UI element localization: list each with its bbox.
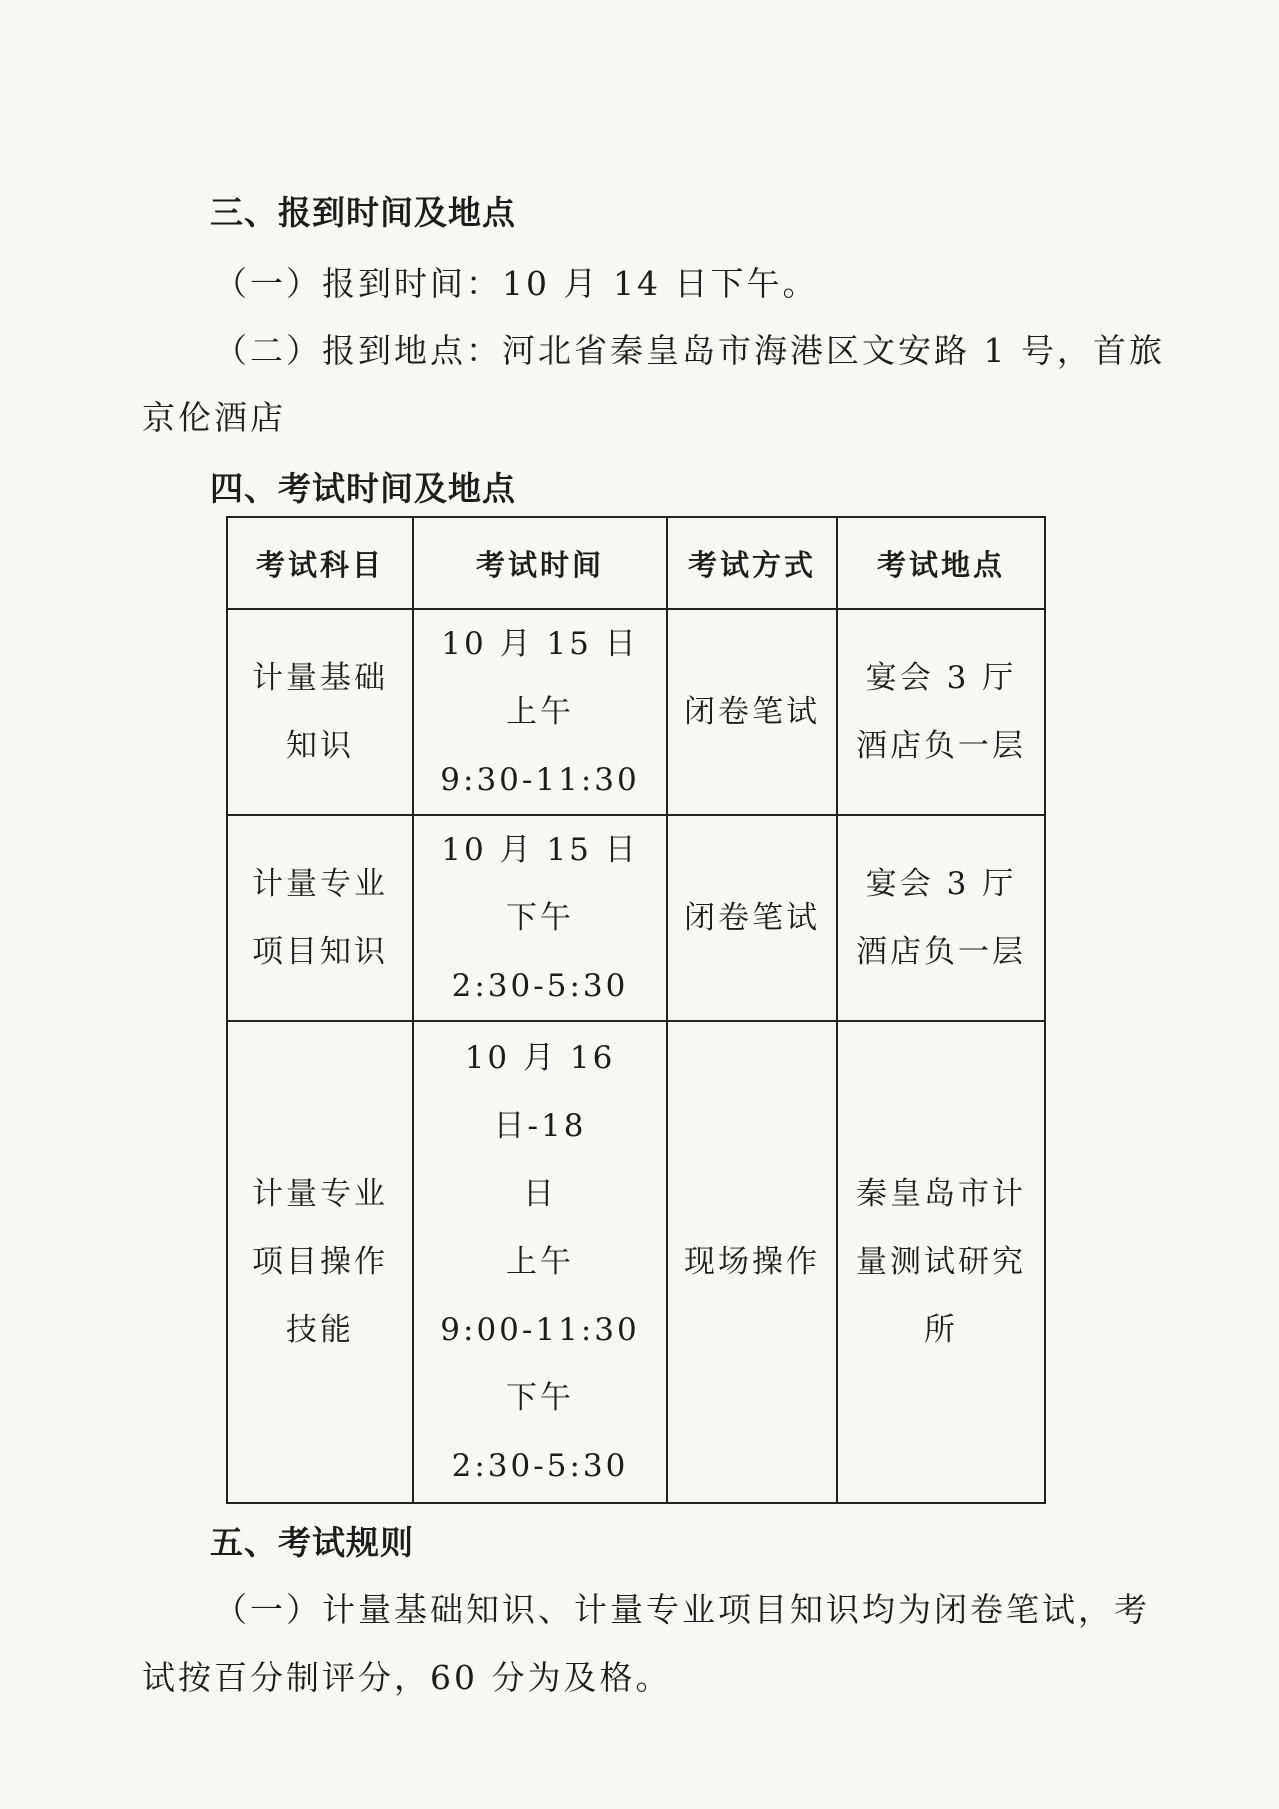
cell-text: 项目知识 xyxy=(252,934,388,970)
table-row xyxy=(227,1021,1045,1503)
cell-text: 9:30-11:30 xyxy=(440,762,640,798)
table-header-row xyxy=(227,517,1045,609)
cell-text: 宴会 3 厅 xyxy=(865,660,1017,696)
cell-text: 所 xyxy=(924,1312,958,1348)
table-row xyxy=(227,609,1045,815)
cell-text: 下午 xyxy=(506,900,574,936)
cell-text: 酒店负一层 xyxy=(856,728,1026,764)
section-3-heading: 三、报到时间及地点 xyxy=(210,193,516,232)
section-5-heading: 五、考试规则 xyxy=(210,1523,414,1562)
cell-text: 10 月 15 日 xyxy=(441,626,639,662)
cell-text: 宴会 3 厅 xyxy=(865,866,1017,902)
place-cell xyxy=(837,815,1045,1021)
cell-text: 10 月 16 日-18 xyxy=(464,1040,616,1144)
method-cell xyxy=(667,609,837,815)
cell-text: 9:00-11:30 xyxy=(440,1312,640,1348)
method-cell xyxy=(667,815,837,1021)
time-cell xyxy=(413,609,667,815)
rule-1-line-1: （一）计量基础知识、计量专业项目知识均为闭卷笔试，考 xyxy=(214,1590,1150,1629)
cell-text: 计量专业 xyxy=(252,1176,388,1212)
cell-text: 闭卷笔试 xyxy=(684,694,820,730)
header-subject: 考试科目 xyxy=(227,517,413,609)
rule-1-line-2: 试按百分制评分，60 分为及格。 xyxy=(142,1658,672,1697)
subject-cell xyxy=(227,815,413,1021)
place-cell xyxy=(837,1021,1045,1503)
section-4-heading: 四、考试时间及地点 xyxy=(210,469,516,508)
table-row xyxy=(227,815,1045,1021)
subject-cell xyxy=(227,1021,413,1503)
report-place-line-1: （二）报到地点：河北省秦皇岛市海港区文安路 1 号，首旅 xyxy=(214,331,1165,370)
report-place-line-2: 京伦酒店 xyxy=(142,398,286,437)
cell-text: 酒店负一层 xyxy=(856,934,1026,970)
cell-text: 10 月 15 日 xyxy=(441,832,639,868)
header-time: 考试时间 xyxy=(413,517,667,609)
cell-text: 计量基础 xyxy=(252,660,388,696)
cell-text: 闭卷笔试 xyxy=(684,900,820,936)
header-method: 考试方式 xyxy=(667,517,837,609)
cell-text: 量测试研究 xyxy=(856,1244,1026,1280)
cell-text: 计量专业 xyxy=(252,866,388,902)
cell-text: 日 xyxy=(523,1176,557,1212)
cell-text: 上午 xyxy=(506,694,574,730)
cell-text: 秦皇岛市计 xyxy=(856,1176,1026,1212)
time-cell xyxy=(413,1021,667,1503)
cell-text: 2:30-5:30 xyxy=(451,1448,629,1484)
report-time-line: （一）报到时间：10 月 14 日下午。 xyxy=(214,264,819,303)
cell-text: 现场操作 xyxy=(684,1244,820,1280)
cell-text: 项目操作 xyxy=(252,1244,388,1280)
cell-text: 技能 xyxy=(286,1312,354,1348)
exam-schedule-table xyxy=(226,516,1046,1504)
place-cell xyxy=(837,609,1045,815)
cell-text: 知识 xyxy=(286,728,354,764)
subject-cell xyxy=(227,609,413,815)
cell-text: 下午 xyxy=(506,1380,574,1416)
cell-text: 上午 xyxy=(506,1244,574,1280)
cell-text: 2:30-5:30 xyxy=(451,968,629,1004)
time-cell xyxy=(413,815,667,1021)
method-cell xyxy=(667,1021,837,1503)
header-place: 考试地点 xyxy=(837,517,1045,609)
